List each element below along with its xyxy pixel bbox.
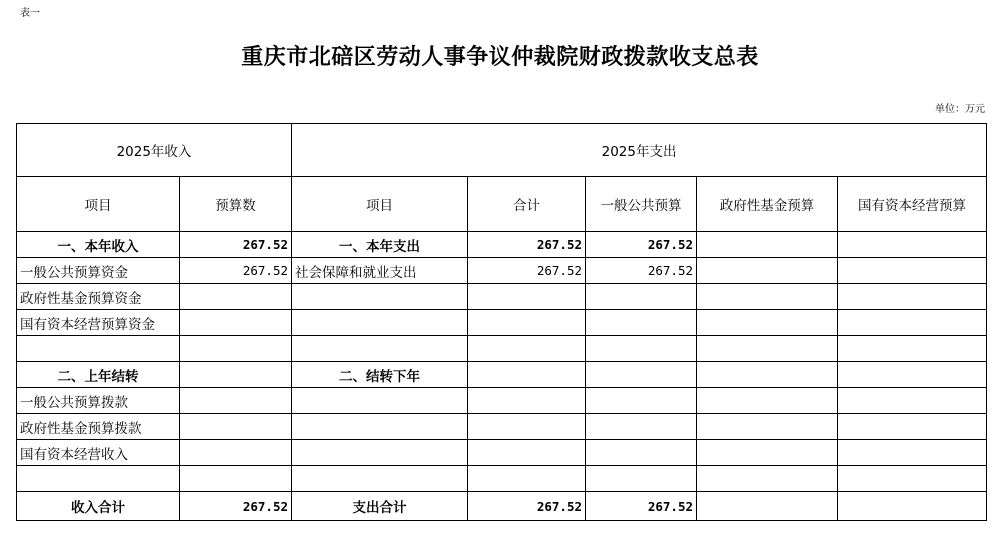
expense-total-label: 支出合计 [292,492,468,521]
income-item: 一般公共预算拨款 [17,388,180,414]
income-item: 一、本年收入 [17,232,180,258]
income-group-header: 2025年收入 [17,124,292,177]
col-header-general: 一般公共预算 [586,177,697,232]
table-row [17,466,987,492]
expense-item: 二、结转下年 [292,362,468,388]
income-total-label: 收入合计 [17,492,180,521]
group-header-row [17,124,987,177]
expense-general: 267.52 [586,258,697,284]
expense-general-total: 267.52 [586,492,697,521]
income-item: 国有资本经营收入 [17,440,180,466]
income-item: 二、上年结转 [17,362,180,388]
table-row [17,258,987,284]
income-value: 267.52 [180,258,292,284]
expense-state [838,258,987,284]
expense-total: 267.52 [468,232,586,258]
col-header-fund: 政府性基金预算 [697,177,838,232]
expense-total: 267.52 [468,258,586,284]
col-header-expense-item: 项目 [292,177,468,232]
expense-item: 一、本年支出 [292,232,468,258]
income-value: 267.52 [180,232,292,258]
col-header-total: 合计 [468,177,586,232]
column-header-row [17,177,987,232]
expense-general: 267.52 [586,232,697,258]
expense-fund [697,258,838,284]
table-row [17,310,987,336]
expense-item: 社会保障和就业支出 [292,258,468,284]
income-item: 一般公共预算资金 [17,258,180,284]
expense-group-header: 2025年支出 [292,124,987,177]
table-row [17,232,987,258]
income-item: 政府性基金预算资金 [17,284,180,310]
income-total-value: 267.52 [180,492,292,521]
budget-table [16,123,987,521]
table-row [17,336,987,362]
table-number: 表一 [20,8,40,19]
table-row [17,284,987,310]
col-header-income-item: 项目 [17,177,180,232]
expense-state [838,232,987,258]
page-title: 重庆市北碚区劳动人事争议仲裁院财政拨款收支总表 [241,44,759,70]
table-row [17,414,987,440]
unit-label: 单位：万元 [935,104,985,115]
total-row [17,492,987,521]
expense-total-value: 267.52 [468,492,586,521]
table-row [17,440,987,466]
col-header-state: 国有资本经营预算 [838,177,987,232]
col-header-budget: 预算数 [180,177,292,232]
income-item: 国有资本经营预算资金 [17,310,180,336]
expense-fund [697,232,838,258]
table-row [17,362,987,388]
table-row [17,388,987,414]
income-item: 政府性基金预算拨款 [17,414,180,440]
